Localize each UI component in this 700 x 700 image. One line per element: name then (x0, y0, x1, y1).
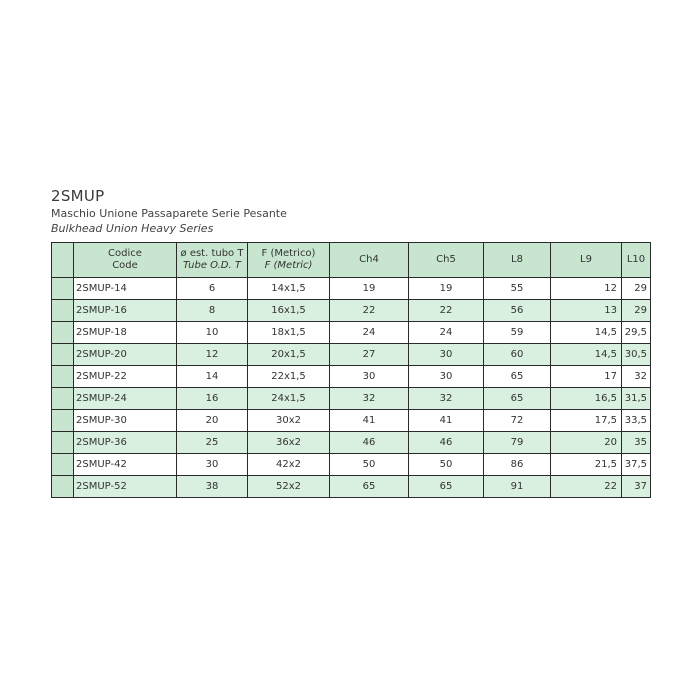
cell-tube: 14 (177, 366, 248, 388)
product-header (51, 186, 287, 236)
table-row (52, 454, 651, 476)
cell-f: 16x1,5 (248, 300, 330, 322)
cell-ch5: 65 (409, 476, 484, 498)
cell-tube: 8 (177, 300, 248, 322)
cell-l8: 59 (484, 322, 551, 344)
cell-l9: 14,5 (551, 344, 622, 366)
header-ch5: Ch5 (409, 243, 484, 278)
cell-ch5: 22 (409, 300, 484, 322)
cell-l9: 20 (551, 432, 622, 454)
side-strip-cell (52, 322, 74, 344)
cell-tube: 20 (177, 410, 248, 432)
cell-ch5: 32 (409, 388, 484, 410)
cell-l9: 21,5 (551, 454, 622, 476)
cell-l10: 35 (622, 432, 651, 454)
cell-ch4: 19 (330, 278, 409, 300)
header-code-it: Codice (108, 248, 142, 259)
cell-ch5: 41 (409, 410, 484, 432)
cell-ch5: 46 (409, 432, 484, 454)
cell-code: 2SMUP-20 (74, 344, 177, 366)
cell-l8: 65 (484, 388, 551, 410)
cell-l8: 60 (484, 344, 551, 366)
side-strip-cell (52, 410, 74, 432)
cell-ch4: 46 (330, 432, 409, 454)
cell-f: 22x1,5 (248, 366, 330, 388)
cell-tube: 12 (177, 344, 248, 366)
cell-ch4: 65 (330, 476, 409, 498)
cell-ch4: 50 (330, 454, 409, 476)
cell-ch5: 30 (409, 366, 484, 388)
table-header-row (52, 243, 651, 278)
side-strip-cell (52, 432, 74, 454)
cell-l8: 55 (484, 278, 551, 300)
cell-code: 2SMUP-14 (74, 278, 177, 300)
cell-l10: 29 (622, 300, 651, 322)
cell-l8: 86 (484, 454, 551, 476)
cell-tube: 25 (177, 432, 248, 454)
cell-code: 2SMUP-18 (74, 322, 177, 344)
cell-l9: 17,5 (551, 410, 622, 432)
cell-tube: 30 (177, 454, 248, 476)
cell-ch4: 27 (330, 344, 409, 366)
header-f (248, 243, 330, 278)
cell-l9: 16,5 (551, 388, 622, 410)
table-row (52, 278, 651, 300)
cell-l8: 65 (484, 366, 551, 388)
header-code-en: Code (112, 260, 138, 271)
side-strip-cell (52, 476, 74, 498)
cell-code: 2SMUP-22 (74, 366, 177, 388)
table-row (52, 476, 651, 498)
side-strip-cell (52, 344, 74, 366)
product-subtitle-italian: Maschio Unione Passaparete Serie Pesante (51, 207, 287, 220)
table-row (52, 300, 651, 322)
cell-l9: 14,5 (551, 322, 622, 344)
cell-l9: 13 (551, 300, 622, 322)
cell-l10: 37 (622, 476, 651, 498)
cell-code: 2SMUP-52 (74, 476, 177, 498)
header-f-it: F (Metrico) (261, 248, 316, 259)
product-subtitle-english: Bulkhead Union Heavy Series (51, 222, 214, 235)
cell-ch4: 24 (330, 322, 409, 344)
cell-ch4: 41 (330, 410, 409, 432)
table-row (52, 432, 651, 454)
cell-l10: 37,5 (622, 454, 651, 476)
table-row (52, 322, 651, 344)
header-l8: L8 (484, 243, 551, 278)
header-tube-it: ø est. tubo T (180, 248, 244, 259)
cell-l8: 72 (484, 410, 551, 432)
cell-f: 24x1,5 (248, 388, 330, 410)
cell-tube: 16 (177, 388, 248, 410)
dimensions-table-container (51, 242, 650, 498)
table-row (52, 410, 651, 432)
cell-ch4: 32 (330, 388, 409, 410)
cell-f: 20x1,5 (248, 344, 330, 366)
cell-l9: 17 (551, 366, 622, 388)
cell-code: 2SMUP-42 (74, 454, 177, 476)
cell-l10: 29 (622, 278, 651, 300)
header-l10: L10 (622, 243, 651, 278)
header-ch4: Ch4 (330, 243, 409, 278)
cell-l10: 33,5 (622, 410, 651, 432)
header-f-en: F (Metric) (264, 260, 313, 271)
cell-f: 14x1,5 (248, 278, 330, 300)
cell-l8: 79 (484, 432, 551, 454)
cell-f: 52x2 (248, 476, 330, 498)
dimensions-table (51, 242, 651, 498)
header-code (74, 243, 177, 278)
table-row (52, 366, 651, 388)
cell-tube: 38 (177, 476, 248, 498)
cell-code: 2SMUP-36 (74, 432, 177, 454)
header-tube (177, 243, 248, 278)
side-strip-cell (52, 366, 74, 388)
header-tube-en: Tube O.D. T (183, 260, 241, 271)
cell-f: 36x2 (248, 432, 330, 454)
cell-l10: 29,5 (622, 322, 651, 344)
cell-f: 30x2 (248, 410, 330, 432)
table-body (52, 278, 651, 498)
side-strip-cell (52, 300, 74, 322)
cell-ch5: 24 (409, 322, 484, 344)
cell-l9: 12 (551, 278, 622, 300)
cell-ch4: 30 (330, 366, 409, 388)
side-strip-cell (52, 278, 74, 300)
cell-code: 2SMUP-30 (74, 410, 177, 432)
side-strip-cell (52, 454, 74, 476)
cell-f: 18x1,5 (248, 322, 330, 344)
cell-l8: 56 (484, 300, 551, 322)
product-code-title: 2SMUP (51, 187, 105, 205)
cell-tube: 10 (177, 322, 248, 344)
cell-ch5: 19 (409, 278, 484, 300)
table-row (52, 388, 651, 410)
cell-ch5: 30 (409, 344, 484, 366)
cell-tube: 6 (177, 278, 248, 300)
cell-ch4: 22 (330, 300, 409, 322)
cell-code: 2SMUP-16 (74, 300, 177, 322)
cell-f: 42x2 (248, 454, 330, 476)
cell-ch5: 50 (409, 454, 484, 476)
cell-code: 2SMUP-24 (74, 388, 177, 410)
cell-l10: 31,5 (622, 388, 651, 410)
table-row (52, 344, 651, 366)
side-strip-header (52, 243, 74, 278)
cell-l10: 32 (622, 366, 651, 388)
cell-l9: 22 (551, 476, 622, 498)
side-strip-cell (52, 388, 74, 410)
header-l9: L9 (551, 243, 622, 278)
cell-l8: 91 (484, 476, 551, 498)
cell-l10: 30,5 (622, 344, 651, 366)
